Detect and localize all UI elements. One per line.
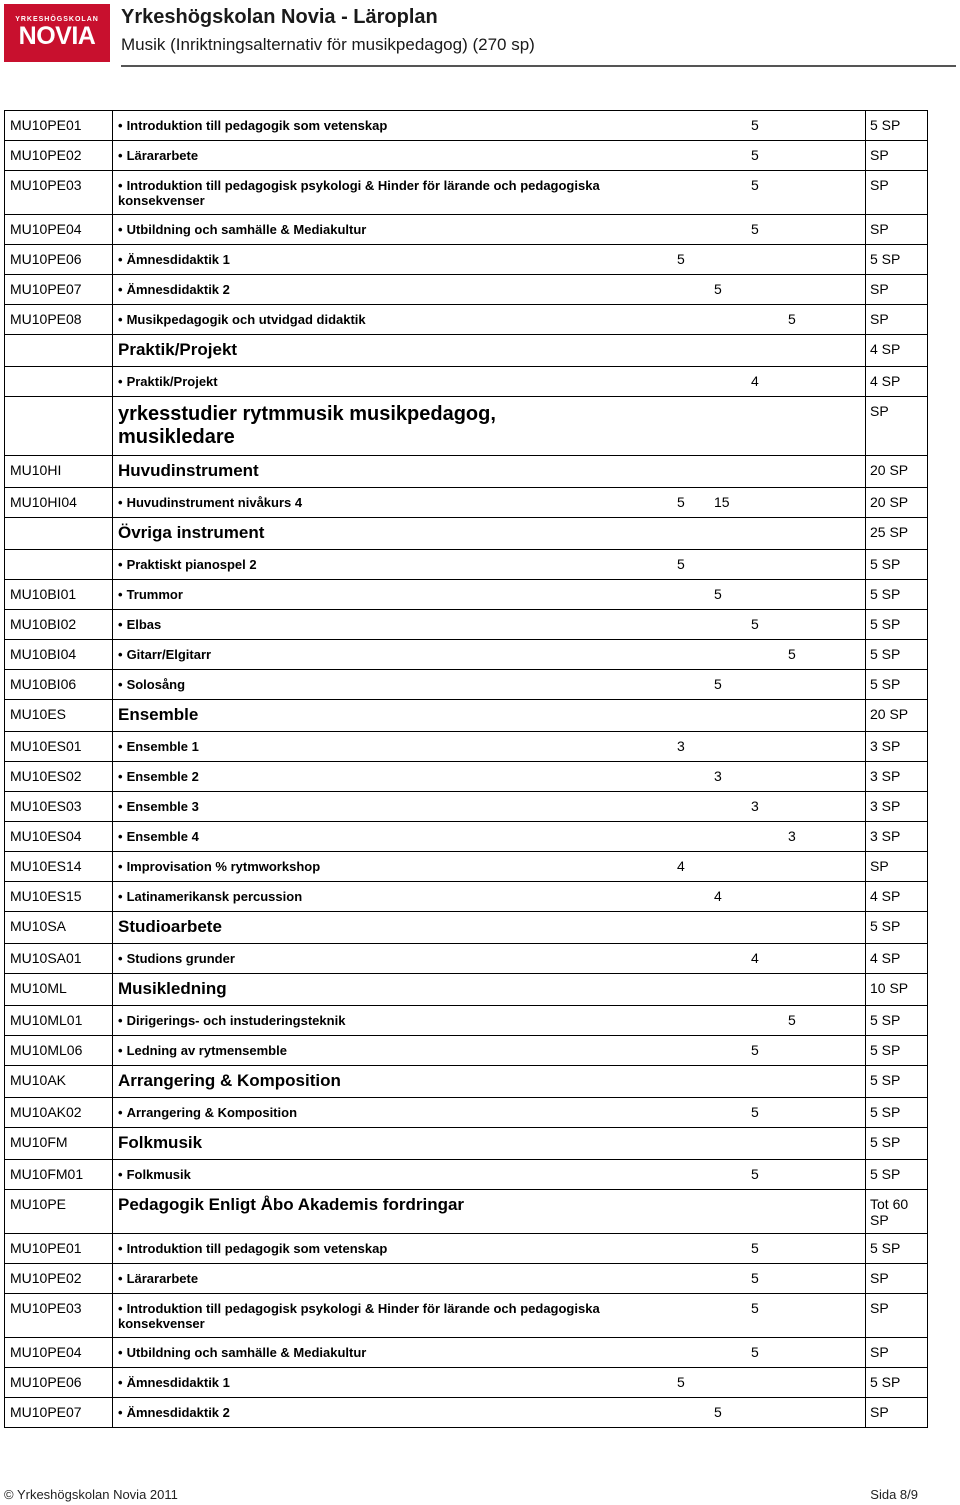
- credit-value: 3: [751, 798, 759, 814]
- credit-total: 4 SP: [866, 882, 928, 912]
- course-row: [5, 275, 928, 305]
- course-code: MU10BI02: [5, 610, 113, 640]
- course-code: MU10AK02: [5, 1098, 113, 1128]
- course-row: [5, 488, 928, 518]
- course-name: Dirigerings- och instuderingsteknik: [126, 1013, 346, 1028]
- credit-total: 5 SP: [866, 912, 928, 944]
- course-name: Introduktion till pedagogik som vetenskap: [126, 1241, 388, 1256]
- course-row: [5, 215, 928, 245]
- course-row: [5, 882, 928, 912]
- course-name: Ensemble 3: [126, 799, 199, 814]
- credit-total: 5 SP: [866, 1066, 928, 1098]
- course-code: MU10ES02: [5, 762, 113, 792]
- course-name: Solosång: [126, 677, 186, 692]
- course-description-cell: [113, 275, 866, 305]
- course-code: MU10BI04: [5, 640, 113, 670]
- bullet-icon: •: [118, 859, 123, 874]
- module-heading: Övriga instrument: [118, 523, 265, 542]
- course-description-cell: [113, 456, 866, 488]
- course-code: MU10ES04: [5, 822, 113, 852]
- bullet-icon: •: [118, 118, 123, 133]
- credit-value: 5: [751, 1042, 759, 1058]
- course-code: MU10FM: [5, 1128, 113, 1160]
- course-code: MU10ES14: [5, 852, 113, 882]
- course-name: Trummor: [126, 587, 183, 602]
- course-description-cell: [113, 1098, 866, 1128]
- course-code: MU10PE06: [5, 245, 113, 275]
- credit-total: 5 SP: [866, 1368, 928, 1398]
- module-heading: yrkesstudier rytmmusik musikpedagog, musikledare: [118, 403, 496, 448]
- course-row: [5, 852, 928, 882]
- credit-total: 5 SP: [866, 550, 928, 580]
- credit-value: 5: [788, 1012, 796, 1028]
- credit-value: 5: [751, 616, 759, 632]
- credit-value: 5: [788, 646, 796, 662]
- bullet-icon: •: [118, 1345, 123, 1360]
- course-row: [5, 1098, 928, 1128]
- credit-total: SP: [866, 215, 928, 245]
- bullet-icon: •: [118, 1375, 123, 1390]
- course-row: [5, 397, 928, 456]
- credit-total: SP: [866, 852, 928, 882]
- course-name: Ämnesdidaktik 1: [126, 252, 230, 267]
- credit-value: 5: [788, 311, 796, 327]
- course-name: Huvudinstrument nivåkurs 4: [126, 495, 303, 510]
- course-row: [5, 1006, 928, 1036]
- credit-total: 4 SP: [866, 367, 928, 397]
- course-row: [5, 1066, 928, 1098]
- credit-value: 5: [677, 1374, 685, 1390]
- course-name: Gitarr/Elgitarr: [126, 647, 212, 662]
- credit-total: 5 SP: [866, 1160, 928, 1190]
- credit-total: SP: [866, 141, 928, 171]
- course-description-cell: [113, 852, 866, 882]
- course-row: [5, 670, 928, 700]
- course-code: MU10HI04: [5, 488, 113, 518]
- credit-value: 5: [751, 117, 759, 133]
- course-code: MU10ES01: [5, 732, 113, 762]
- bullet-icon: •: [118, 282, 123, 297]
- course-row: [5, 367, 928, 397]
- module-heading: Pedagogik Enligt Åbo Akademis fordringar: [118, 1195, 465, 1214]
- course-row: [5, 550, 928, 580]
- credit-value: 5: [714, 676, 722, 692]
- credit-total: 25 SP: [866, 518, 928, 550]
- credit-value: 3: [714, 768, 722, 784]
- course-name: Ämnesdidaktik 2: [126, 1405, 230, 1420]
- credit-value: 5: [751, 1300, 759, 1316]
- course-row: [5, 111, 928, 141]
- page-header: [0, 0, 960, 68]
- credit-value: 5: [751, 147, 759, 163]
- course-description-cell: [113, 305, 866, 335]
- course-row: [5, 610, 928, 640]
- course-name: Studions grunder: [126, 951, 235, 966]
- course-description-cell: [113, 488, 866, 518]
- course-row: [5, 141, 928, 171]
- bullet-icon: •: [118, 677, 123, 692]
- course-name: Praktik/Projekt: [126, 374, 218, 389]
- course-code: MU10PE06: [5, 1368, 113, 1398]
- course-code: MU10ML: [5, 974, 113, 1006]
- credit-total: SP: [866, 1294, 928, 1338]
- course-code: MU10AK: [5, 1066, 113, 1098]
- bullet-icon: •: [118, 1405, 123, 1420]
- bullet-icon: •: [118, 647, 123, 662]
- course-description-cell: [113, 1264, 866, 1294]
- course-code: MU10PE01: [5, 111, 113, 141]
- bullet-icon: •: [118, 1167, 123, 1182]
- course-row: [5, 944, 928, 974]
- credit-value: 3: [788, 828, 796, 844]
- bullet-icon: •: [118, 829, 123, 844]
- course-row: [5, 1264, 928, 1294]
- credit-total: 3 SP: [866, 792, 928, 822]
- credit-value: 5: [751, 1270, 759, 1286]
- credit-value: 4: [751, 950, 759, 966]
- credit-value: 5: [751, 1166, 759, 1182]
- course-name: Lärararbete: [126, 148, 199, 163]
- credit-total: 5 SP: [866, 1128, 928, 1160]
- course-description-cell: [113, 1036, 866, 1066]
- module-heading: Ensemble: [118, 705, 199, 724]
- module-heading: Folkmusik: [118, 1133, 203, 1152]
- bullet-icon: •: [118, 1105, 123, 1120]
- course-name: Ledning av rytmensemble: [126, 1043, 287, 1058]
- course-code: MU10PE03: [5, 1294, 113, 1338]
- course-description-cell: [113, 1160, 866, 1190]
- course-name: Ensemble 4: [126, 829, 199, 844]
- course-row: [5, 518, 928, 550]
- credit-total: SP: [866, 1338, 928, 1368]
- course-description-cell: [113, 732, 866, 762]
- bullet-icon: •: [118, 312, 123, 327]
- credit-total: 3 SP: [866, 732, 928, 762]
- module-heading: Musikledning: [118, 979, 227, 998]
- logo-top-text: YRKESHÖGSKOLAN: [15, 16, 99, 23]
- bullet-icon: •: [118, 1043, 123, 1058]
- course-code: MU10ES15: [5, 882, 113, 912]
- bullet-icon: •: [118, 252, 123, 267]
- course-description-cell: [113, 700, 866, 732]
- course-row: [5, 700, 928, 732]
- footer-copyright: © Yrkeshögskolan Novia 2011: [4, 1487, 178, 1502]
- course-row: [5, 1368, 928, 1398]
- course-description-cell: [113, 335, 866, 367]
- course-row: [5, 912, 928, 944]
- credit-total: SP: [866, 171, 928, 215]
- bullet-icon: •: [118, 222, 123, 237]
- course-row: [5, 1160, 928, 1190]
- course-row: [5, 456, 928, 488]
- course-description-cell: [113, 1128, 866, 1160]
- module-heading: Huvudinstrument: [118, 461, 259, 480]
- credit-total: 3 SP: [866, 762, 928, 792]
- course-description-cell: [113, 171, 866, 215]
- credit-value: 15: [714, 494, 730, 510]
- bullet-icon: •: [118, 587, 123, 602]
- course-code: MU10SA: [5, 912, 113, 944]
- credit-value: 5: [751, 221, 759, 237]
- course-name: Ensemble 1: [126, 739, 199, 754]
- credit-value: 5: [677, 494, 685, 510]
- course-code: MU10PE07: [5, 275, 113, 305]
- bullet-icon: •: [118, 1241, 123, 1256]
- course-row: [5, 305, 928, 335]
- course-row: [5, 822, 928, 852]
- course-code: [5, 335, 113, 367]
- course-name: Utbildning och samhälle & Mediakultur: [126, 1345, 367, 1360]
- bullet-icon: •: [118, 951, 123, 966]
- module-heading: Arrangering & Komposition: [118, 1071, 341, 1090]
- course-row: [5, 1294, 928, 1338]
- curriculum-table: [4, 110, 928, 1428]
- course-description-cell: [113, 550, 866, 580]
- bullet-icon: •: [118, 1301, 123, 1316]
- novia-logo: [4, 4, 110, 62]
- bullet-icon: •: [118, 148, 123, 163]
- course-name: Introduktion till pedagogisk psykologi & Hinder för lärande och pedagogiska konsekvenser: [118, 178, 600, 208]
- credit-total: 20 SP: [866, 456, 928, 488]
- course-description-cell: [113, 1398, 866, 1428]
- course-description-cell: [113, 245, 866, 275]
- course-code: MU10PE04: [5, 215, 113, 245]
- course-row: [5, 245, 928, 275]
- course-name: Praktiskt pianospel 2: [126, 557, 257, 572]
- course-code: MU10PE03: [5, 171, 113, 215]
- credit-total: 20 SP: [866, 700, 928, 732]
- course-name: Introduktion till pedagogisk psykologi & Hinder för lärande och pedagogiska konsekvenser: [118, 1301, 600, 1331]
- course-name: Ensemble 2: [126, 769, 199, 784]
- course-description-cell: [113, 944, 866, 974]
- credit-value: 4: [714, 888, 722, 904]
- course-description-cell: [113, 1294, 866, 1338]
- credit-total: 5 SP: [866, 670, 928, 700]
- course-name: Ämnesdidaktik 1: [126, 1375, 230, 1390]
- credit-total: 5 SP: [866, 610, 928, 640]
- module-heading: Praktik/Projekt: [118, 340, 238, 359]
- course-code: MU10ES: [5, 700, 113, 732]
- course-description-cell: [113, 1234, 866, 1264]
- credit-total: 5 SP: [866, 640, 928, 670]
- credit-value: 5: [714, 281, 722, 297]
- credit-total: 5 SP: [866, 1098, 928, 1128]
- credit-total: 10 SP: [866, 974, 928, 1006]
- course-code: MU10PE02: [5, 1264, 113, 1294]
- course-row: [5, 1234, 928, 1264]
- course-code: MU10PE: [5, 1190, 113, 1234]
- course-row: [5, 1190, 928, 1234]
- course-row: [5, 171, 928, 215]
- document-subtitle: Musik (Inriktningsalternativ för musikpedagog) (270 sp): [121, 35, 535, 54]
- curriculum-table-body: [5, 111, 928, 1428]
- module-heading: Studioarbete: [118, 917, 222, 936]
- credit-total: 5 SP: [866, 1006, 928, 1036]
- course-name: Latinamerikansk percussion: [126, 889, 303, 904]
- course-description-cell: [113, 1190, 866, 1234]
- bullet-icon: •: [118, 374, 123, 389]
- credit-value: 5: [751, 177, 759, 193]
- course-code: [5, 367, 113, 397]
- course-description-cell: [113, 882, 866, 912]
- page-footer: [4, 1487, 918, 1502]
- bullet-icon: •: [118, 739, 123, 754]
- course-code: MU10ES03: [5, 792, 113, 822]
- credit-total: 5 SP: [866, 111, 928, 141]
- course-description-cell: [113, 792, 866, 822]
- course-code: MU10PE07: [5, 1398, 113, 1428]
- course-name: Utbildning och samhälle & Mediakultur: [126, 222, 367, 237]
- course-row: [5, 792, 928, 822]
- credit-value: 5: [714, 1404, 722, 1420]
- course-row: [5, 580, 928, 610]
- course-description-cell: [113, 215, 866, 245]
- course-code: [5, 397, 113, 456]
- course-row: [5, 640, 928, 670]
- credit-total: 3 SP: [866, 822, 928, 852]
- credit-total: SP: [866, 1264, 928, 1294]
- course-name: Ämnesdidaktik 2: [126, 282, 230, 297]
- course-code: MU10PE02: [5, 141, 113, 171]
- course-description-cell: [113, 610, 866, 640]
- course-description-cell: [113, 518, 866, 550]
- course-description-cell: [113, 111, 866, 141]
- credit-value: 5: [751, 1344, 759, 1360]
- course-row: [5, 732, 928, 762]
- course-code: MU10HI: [5, 456, 113, 488]
- course-code: MU10ML06: [5, 1036, 113, 1066]
- credit-total: 20 SP: [866, 488, 928, 518]
- course-code: MU10BI01: [5, 580, 113, 610]
- credit-total: 5 SP: [866, 245, 928, 275]
- document-title: Yrkeshögskolan Novia - Läroplan: [121, 6, 438, 28]
- course-description-cell: [113, 1368, 866, 1398]
- course-code: MU10BI06: [5, 670, 113, 700]
- course-description-cell: [113, 762, 866, 792]
- course-name: Improvisation % rytmworkshop: [126, 859, 321, 874]
- credit-total: SP: [866, 1398, 928, 1428]
- credit-value: 5: [714, 586, 722, 602]
- course-row: [5, 974, 928, 1006]
- credit-value: 5: [751, 1104, 759, 1120]
- course-description-cell: [113, 367, 866, 397]
- course-code: MU10ML01: [5, 1006, 113, 1036]
- credit-total: 4 SP: [866, 335, 928, 367]
- course-description-cell: [113, 974, 866, 1006]
- course-code: MU10PE04: [5, 1338, 113, 1368]
- bullet-icon: •: [118, 1013, 123, 1028]
- course-row: [5, 335, 928, 367]
- bullet-icon: •: [118, 769, 123, 784]
- bullet-icon: •: [118, 1271, 123, 1286]
- course-row: [5, 1128, 928, 1160]
- bullet-icon: •: [118, 557, 123, 572]
- course-name: Arrangering & Komposition: [126, 1105, 298, 1120]
- course-code: [5, 550, 113, 580]
- course-code: MU10SA01: [5, 944, 113, 974]
- credit-total: 5 SP: [866, 580, 928, 610]
- bullet-icon: •: [118, 178, 123, 193]
- logo-main-text: NOVIA: [18, 22, 96, 50]
- course-name: Lärararbete: [126, 1271, 199, 1286]
- credit-total: 5 SP: [866, 1036, 928, 1066]
- bullet-icon: •: [118, 889, 123, 904]
- credit-value: 5: [677, 251, 685, 267]
- course-code: MU10PE01: [5, 1234, 113, 1264]
- course-row: [5, 762, 928, 792]
- course-description-cell: [113, 580, 866, 610]
- course-code: MU10PE08: [5, 305, 113, 335]
- course-description-cell: [113, 822, 866, 852]
- credit-total: SP: [866, 305, 928, 335]
- credit-value: 5: [751, 1240, 759, 1256]
- credit-value: 3: [677, 738, 685, 754]
- course-code: MU10FM01: [5, 1160, 113, 1190]
- course-description-cell: [113, 141, 866, 171]
- course-name: Musikpedagogik och utvidgad didaktik: [126, 312, 366, 327]
- course-row: [5, 1036, 928, 1066]
- course-description-cell: [113, 1006, 866, 1036]
- credit-total: SP: [866, 275, 928, 305]
- credit-value: 5: [677, 556, 685, 572]
- footer-page-number: Sida 8/9: [870, 1487, 918, 1502]
- course-description-cell: [113, 397, 866, 456]
- course-name: Introduktion till pedagogik som vetenskap: [126, 118, 388, 133]
- course-description-cell: [113, 640, 866, 670]
- course-description-cell: [113, 1066, 866, 1098]
- bullet-icon: •: [118, 799, 123, 814]
- bullet-icon: •: [118, 495, 123, 510]
- course-code: [5, 518, 113, 550]
- course-name: Folkmusik: [126, 1167, 191, 1182]
- credit-total: 4 SP: [866, 944, 928, 974]
- credit-total: Tot 60 SP: [866, 1190, 928, 1234]
- credit-value: 4: [751, 373, 759, 389]
- course-description-cell: [113, 1338, 866, 1368]
- credit-total: 5 SP: [866, 1234, 928, 1264]
- course-description-cell: [113, 912, 866, 944]
- course-description-cell: [113, 670, 866, 700]
- course-name: Elbas: [126, 617, 162, 632]
- bullet-icon: •: [118, 617, 123, 632]
- header-divider: [121, 65, 956, 67]
- course-row: [5, 1398, 928, 1428]
- credit-total: SP: [866, 397, 928, 456]
- credit-value: 4: [677, 858, 685, 874]
- course-row: [5, 1338, 928, 1368]
